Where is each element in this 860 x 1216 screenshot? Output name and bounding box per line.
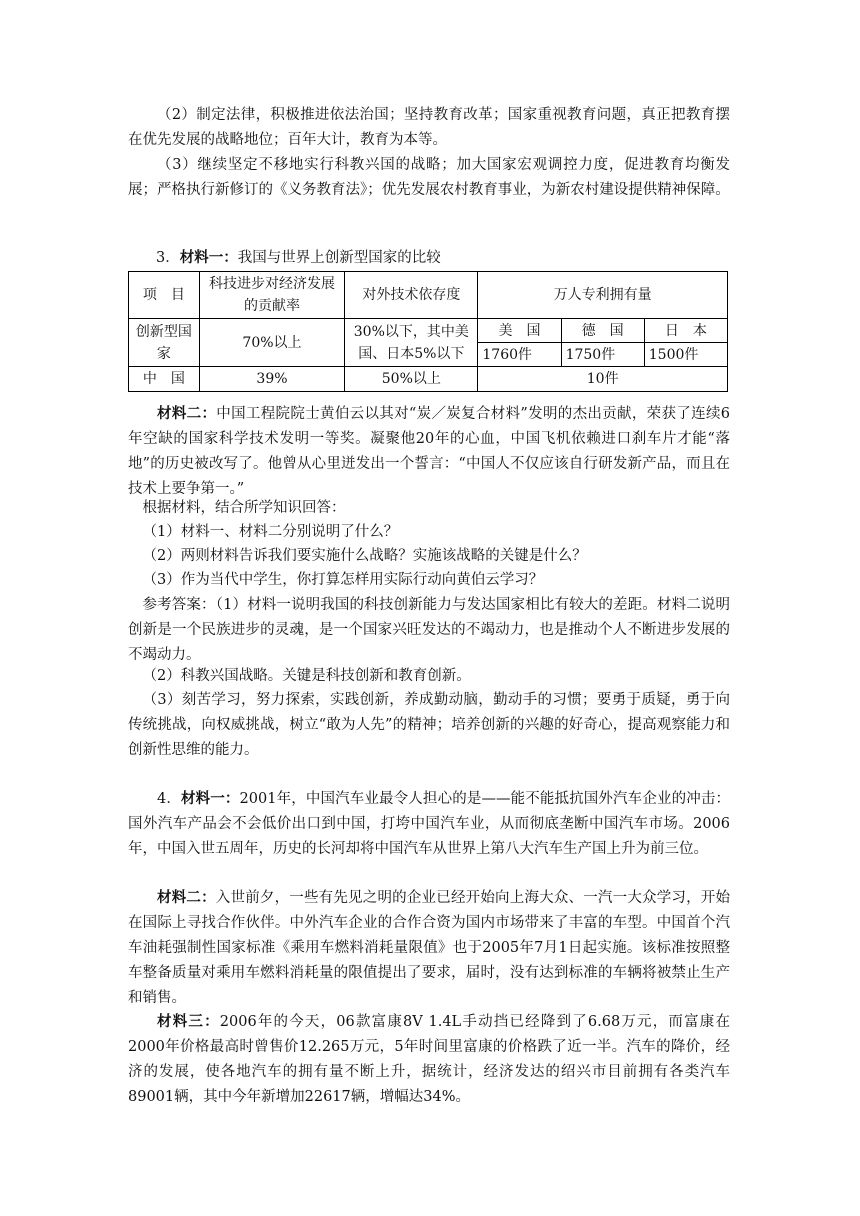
q4-material-1: [128, 786, 730, 862]
prev-answer-item-2: （2）制定法律，积极推进依法治国；坚持教育改革；国家重视教育问题，真正把教育摆在优先发展的战略地位；百年大计，教育为本等。: [128, 107, 730, 148]
row-innovative-dependency: 30%以下，其中美国、日本5%以下: [345, 319, 478, 367]
q4-material-2-text: 入世前夕，一些有先见之明的企业已经开始向上海大众、一汽一大众学习，开始在国际上寻找合作伙伴。中外汽车企业的合作合资为国内市场带来了丰富的车型。中国首个汽车油耗强制性国家标准《乘用车燃料消耗量限值》也于2005年7月1日起实施。该标准按照整车整备质量对乘用车燃料消耗量的限值提出了要求，届时，没有达到标准的车辆将被禁止生产和销售。: [128, 890, 731, 1006]
q4-material-3-text: 2006年的今天，06款富康8V 1.4L手动挡已经降到了6.68万元，而富康在2000年价格最高时曾售价12.265万元，5年时间里富康的价格跌了近一半。汽车的降价，经济的发展，使各地汽车的拥有量不断上升，据统计，经济发达的绍兴市目前拥有各类汽车89001辆，其中今年新增加22617辆，增幅达34%。: [128, 1014, 730, 1105]
row-china-patents: 10件: [478, 367, 728, 392]
row-china-contribution: 39%: [199, 367, 345, 392]
patent-usa: 1760件: [478, 343, 561, 367]
q3-answer-1: 参考答案：（1）材料一说明我国的科技创新能力与发达国家相比有较大的差距。材料二说明创新是一个民族进步的灵魂，是一个国家兴旺发达的不竭动力，也是推动个人不断进步发展的不竭动力。: [128, 597, 730, 663]
q3-material-1-heading: [156, 246, 441, 270]
q3-number: 3．: [156, 250, 180, 266]
header-item: 项 目: [129, 272, 200, 319]
country-germany: 德 国: [561, 319, 644, 343]
header-contribution: 科技进步对经济发展的贡献率: [199, 272, 345, 319]
country-japan: 日 本: [644, 319, 727, 343]
comparison-table: [128, 271, 728, 392]
q3-question-2: （2）两则材料告诉我们要实施什么战略？实施该战略的关键是什么？: [142, 548, 587, 564]
q4-material-1-label: 材料一：: [181, 790, 240, 807]
row-innovative-name: 创新型国 家: [129, 319, 200, 367]
patent-japan: 1500件: [644, 343, 727, 367]
q3-question-1: （1）材料一、材料二分别说明了什么？: [142, 524, 399, 540]
q4-material-3-label: 材料三：: [157, 1013, 220, 1030]
q4-number: 4．: [157, 791, 181, 807]
header-patents: 万人专利拥有量: [478, 272, 728, 319]
q3-answer-2: （2）科教兴国战略。关键是科技创新和教育创新。: [142, 668, 471, 684]
q4-material-1-text: 2001年，中国汽车业最令人担心的是——能不能抵抗国外汽车企业的冲击：国外汽车产品会不会低价出口到中国，打垮中国汽车业，从而彻底垄断中国汽车市场。2006年，中国入世五周年，历史的长河却将中国汽车从世界上第八大汽车生产国上升为前三位。: [128, 791, 730, 857]
q3-material-1-title: 我国与世界上创新型国家的比较: [237, 250, 441, 266]
q3-material-2: [128, 401, 730, 502]
country-usa: 美 国: [478, 319, 561, 343]
row-innovative-contribution: 70%以上: [199, 319, 345, 367]
q3-question-3: （3）作为当代中学生，你打算怎样用实际行动向黄伯云学习？: [142, 572, 544, 588]
patent-germany: 1750件: [561, 343, 644, 367]
q4-material-2: [128, 885, 730, 1011]
q3-prompt: 根据材料，结合所学知识回答：: [142, 500, 346, 516]
row-china-name: 中 国: [129, 367, 200, 392]
q3-material-2-text: 中国工程院院士黄伯云以其对“炭／炭复合材料”发明的杰出贡献，荣获了连续6年空缺的国家科学技术发明一等奖。凝聚他20年的心血，中国飞机依赖进口刹车片才能“落地”的历史被改写了。他曾从心里迸发出一个誓言：“中国人不仅应该自行研发新产品，而且在技术上要争第一。”: [128, 406, 730, 497]
q4-material-2-label: 材料二：: [157, 889, 216, 906]
prev-answer-item-3: （3）继续坚定不移地实行科教兴国的战略；加大国家宏观调控力度，促进教育均衡发展；严格执行新修订的《义务教育法》；优先发展农村教育事业，为新农村建设提供精神保障。: [128, 157, 730, 198]
q3-answer-3: （3）刻苦学习，努力探索，实践创新，养成勤动脑，勤动手的习惯；要勇于质疑，勇于向传统挑战，向权威挑战，树立“敢为人先”的精神；培养创新的兴趣的好奇心，提高观察能力和创新性思维的能力。: [128, 692, 730, 758]
q3-material-1-label: 材料一：: [179, 249, 238, 266]
q3-material-2-label: 材料二：: [157, 405, 217, 422]
header-dependency: 对外技术依存度: [345, 272, 478, 319]
row-china-dependency: 50%以上: [345, 367, 478, 392]
q4-material-3: [128, 1009, 730, 1110]
